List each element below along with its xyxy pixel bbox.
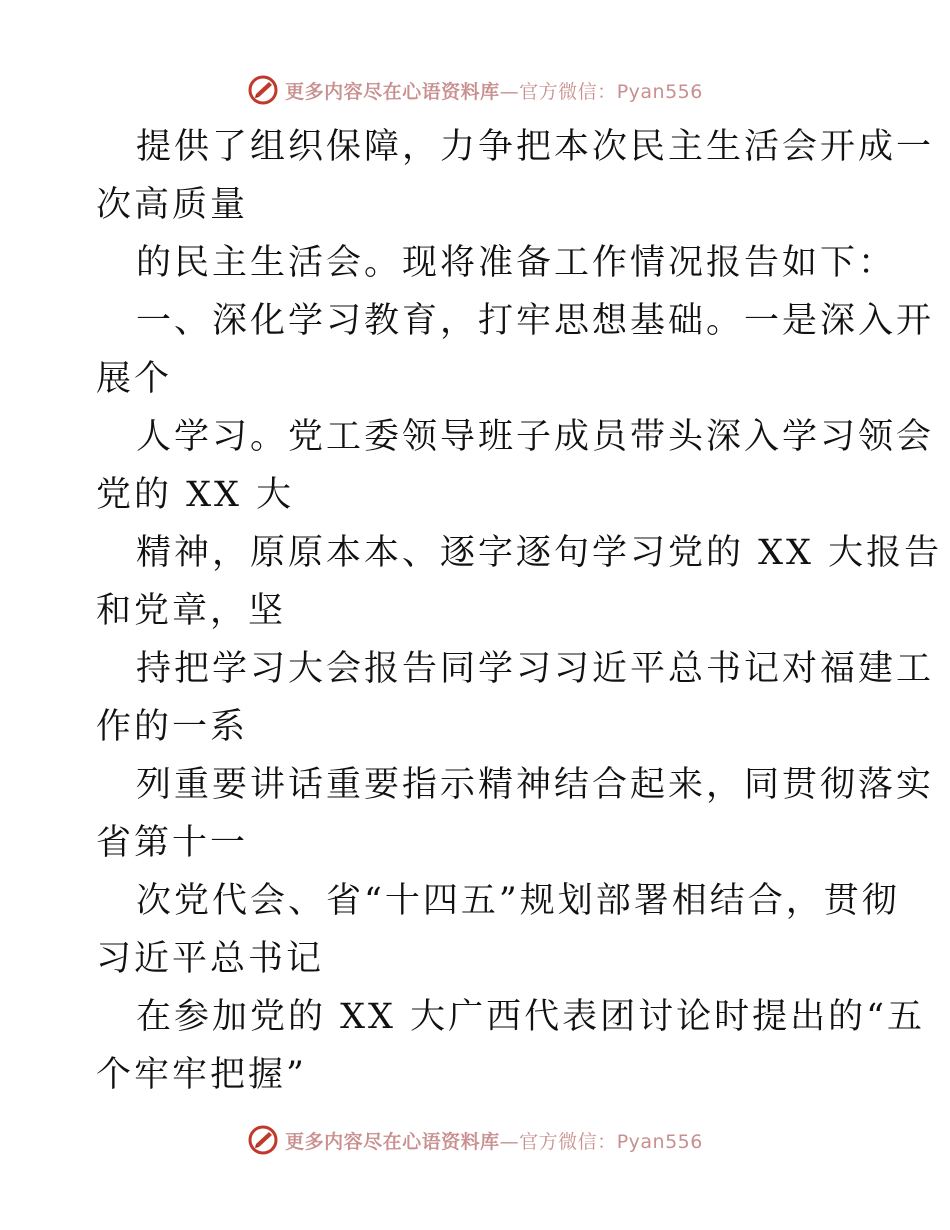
watermark-separator: — bbox=[499, 80, 520, 103]
body-line: 作的一系 bbox=[96, 707, 249, 747]
watermark-suffix: 官方微信： bbox=[519, 1130, 617, 1153]
body-line: 在参加党的 XX 大广西代表团讨论时提出的“五 bbox=[136, 997, 925, 1037]
watermark-handle: Pyan556 bbox=[616, 80, 703, 103]
document-body bbox=[96, 118, 943, 1104]
body-line: 省第十一 bbox=[96, 823, 249, 863]
header-watermark bbox=[0, 70, 950, 110]
body-line: 列重要讲话重要指示精神结合起来，同贯彻落实 bbox=[136, 765, 935, 805]
body-line: 持把学习大会报告同学习习近平总书记对福建工 bbox=[136, 649, 935, 689]
footer-watermark bbox=[0, 1120, 950, 1160]
body-line: 展个 bbox=[96, 359, 173, 399]
watermark-prefix: 更多内容尽在心语资料库 bbox=[285, 1130, 500, 1153]
watermark-separator: — bbox=[499, 1130, 520, 1153]
body-line: 人学习。党工委领导班子成员带头深入学习领会 bbox=[136, 417, 935, 457]
body-line: 习近平总书记 bbox=[96, 939, 325, 979]
body-line: 个牢牢把握” bbox=[96, 1055, 307, 1095]
body-line: 党的 XX 大 bbox=[96, 475, 295, 515]
watermark-prefix: 更多内容尽在心语资料库 bbox=[285, 80, 500, 103]
body-line: 提供了组织保障，力争把本次民主生活会开成一 bbox=[136, 127, 935, 167]
body-line: 次高质量 bbox=[96, 185, 249, 225]
watermark-suffix: 官方微信： bbox=[519, 80, 617, 103]
logo-icon bbox=[247, 74, 279, 106]
watermark-handle: Pyan556 bbox=[616, 1130, 703, 1153]
body-line: 的民主生活会。现将准备工作情况报告如下： bbox=[136, 243, 897, 283]
logo-icon bbox=[247, 1124, 279, 1156]
watermark-text bbox=[285, 1127, 703, 1154]
body-line: 和党章，坚 bbox=[96, 591, 287, 631]
body-line: 次党代会、省“十四五”规划部署相结合，贯彻 bbox=[136, 881, 900, 921]
body-line: 精神，原原本本、逐字逐句学习党的 XX 大报告 bbox=[136, 533, 943, 573]
body-line: 一、深化学习教育，打牢思想基础。一是深入开 bbox=[136, 301, 935, 341]
watermark-text bbox=[285, 77, 703, 104]
